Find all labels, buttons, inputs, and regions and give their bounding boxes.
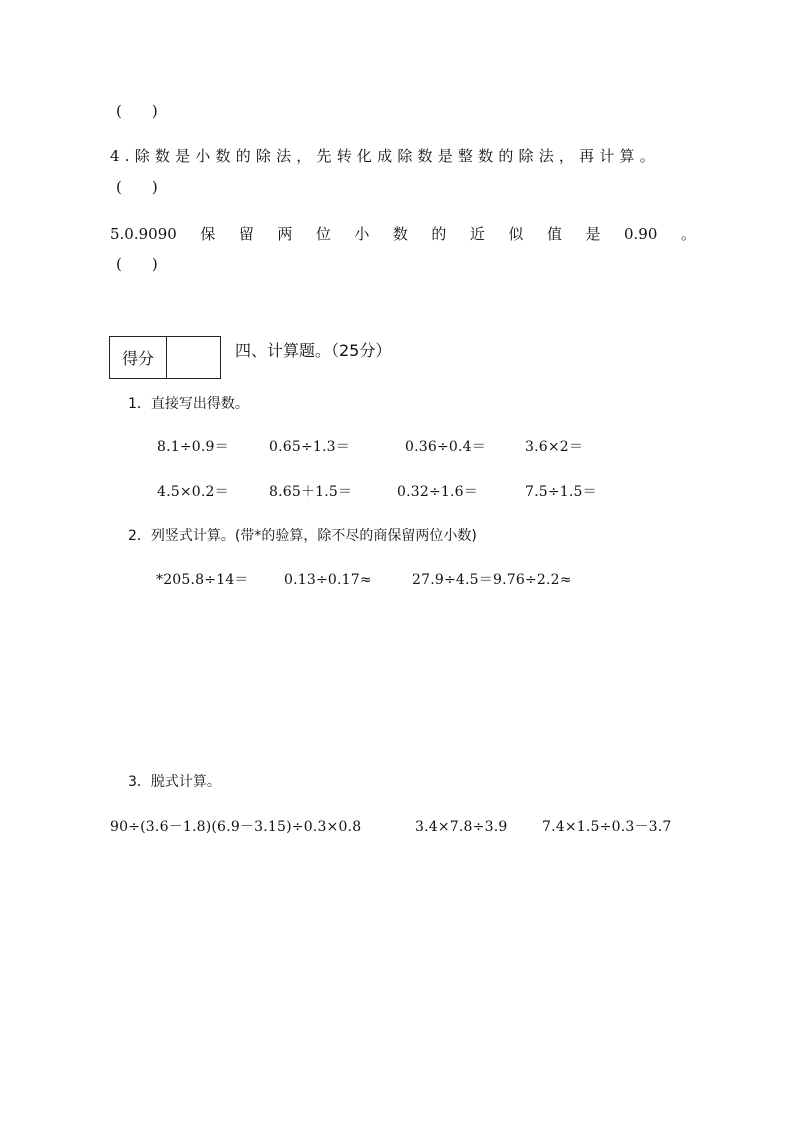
score-entry-cell[interactable] bbox=[167, 337, 220, 378]
part1-row1 bbox=[157, 437, 605, 457]
calc-item: 4.5×0.2＝ bbox=[157, 484, 229, 500]
q5-part: 留 bbox=[238, 225, 254, 243]
calc-item: 0.13÷0.17≈ bbox=[284, 572, 372, 588]
calc-item: 3.6×2＝ bbox=[525, 439, 584, 455]
q5-part: 似 bbox=[508, 225, 524, 243]
q5-part: 5.0.9090 bbox=[110, 225, 177, 243]
q5-part: 保 bbox=[200, 225, 216, 243]
q5-part: 是 bbox=[585, 225, 601, 243]
calc-item: 7.4×1.5÷0.3－3.7 bbox=[542, 819, 672, 835]
part1-label: 1．直接写出得数。 bbox=[128, 396, 249, 412]
q5-part: 近 bbox=[469, 225, 485, 243]
part2-label: 2．列竖式计算。(带*的验算，除不尽的商保留两位小数) bbox=[128, 528, 477, 544]
part3-label: 3．脱式计算。 bbox=[128, 774, 221, 790]
calc-item: 0.32÷1.6＝ bbox=[397, 484, 478, 500]
calc-item: 27.9÷4.5＝9.76÷2.2≈ bbox=[412, 572, 572, 588]
q5-part: 值 bbox=[546, 225, 562, 243]
q5-part: 0.90 bbox=[623, 225, 658, 243]
section-title: 四、计算题。（25分） bbox=[235, 341, 392, 360]
q5-statement bbox=[110, 224, 696, 244]
q5-answer-paren: ( ) bbox=[116, 255, 158, 273]
calc-item: 0.36÷0.4＝ bbox=[405, 439, 486, 455]
calc-item: 7.5÷1.5＝ bbox=[525, 484, 597, 500]
calc-item: *205.8÷14＝ bbox=[156, 572, 249, 588]
score-label: 得分 bbox=[110, 337, 167, 378]
q5-part: 。 bbox=[680, 225, 696, 243]
calc-item: 90÷(3.6－1.8)(6.9－3.15)÷0.3×0.8 bbox=[110, 819, 362, 835]
part1-row2 bbox=[157, 482, 615, 502]
part2-row bbox=[156, 570, 602, 590]
q4-answer-paren: ( ) bbox=[116, 178, 158, 196]
q3-answer-paren: ( ) bbox=[116, 102, 158, 120]
q5-part: 小 bbox=[354, 225, 370, 243]
calc-item: 3.4×7.8÷3.9 bbox=[415, 819, 508, 835]
q5-part: 两 bbox=[277, 225, 293, 243]
q5-part: 数 bbox=[392, 225, 408, 243]
calc-item: 8.65＋1.5＝ bbox=[269, 484, 353, 500]
calc-item: 8.1÷0.9＝ bbox=[157, 439, 229, 455]
calc-item: 0.65÷1.3＝ bbox=[269, 439, 350, 455]
score-box bbox=[109, 336, 221, 379]
q5-part: 位 bbox=[315, 225, 331, 243]
part3-row bbox=[110, 817, 692, 837]
q5-part: 的 bbox=[431, 225, 447, 243]
q4-statement: 4.除数是小数的除法，先转化成除数是整数的除法，再计算。 bbox=[110, 147, 660, 165]
